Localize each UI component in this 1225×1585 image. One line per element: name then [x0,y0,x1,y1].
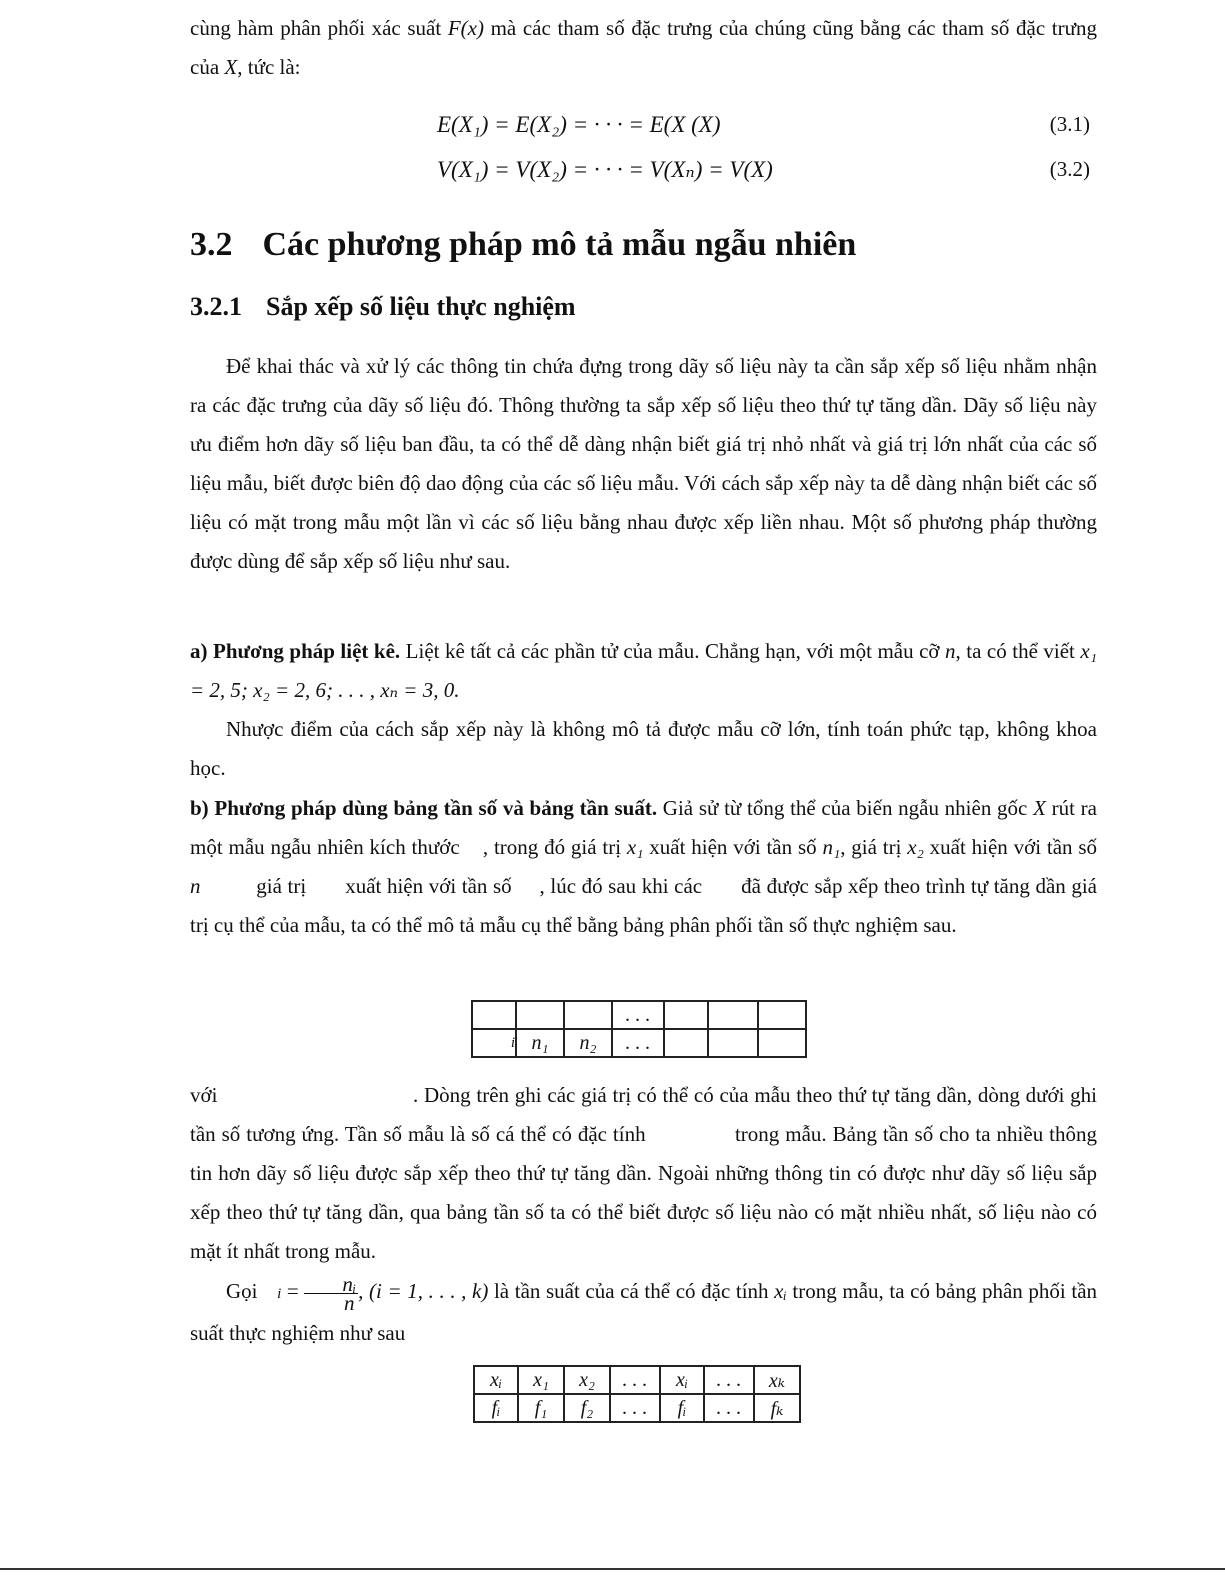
table-cell: i [472,1029,516,1057]
frequency-table [471,1000,807,1058]
table-cell [664,1029,708,1057]
table-cell: fₖ [754,1394,800,1422]
method-a-math-list: x₁ = 2, 5; x₂ = 2, 6; . . . , xₙ = 3, 0. [190,639,1097,702]
table-cell: fᵢ [474,1394,518,1422]
equation-number: (3.2) [1049,157,1090,181]
table-cell: x₁ [518,1366,564,1394]
intro-paragraph [190,9,1097,87]
method-b-text-5: xuất hiện với tần số [923,835,1098,859]
method-b-text-1: Giả sử từ tổng thể của biến ngẫu nhiên gốc [657,796,1034,820]
table-cell: xᵢ [474,1366,518,1394]
intro-math-x: X [224,55,238,79]
method-b-label: b) Phương pháp dùng bảng tần số và bảng tần suất. [190,796,658,820]
equation-number: (3.1) [1049,112,1090,136]
method-b-block [190,789,1103,945]
table-cell: fᵢ [660,1394,704,1422]
method-b-text-6: giá trị xuất hiện với tần số , lúc đó sau khi các đã được sắp xếp theo trình tự tăng dần giá trị cụ thể của mẫu, ta có thể mô tả mẫu cụ thể bằng bảng phân phối tần số thực nghiệm sau. [190,874,1103,937]
intro-text-1: cùng hàm phân phối xác suất [190,16,448,40]
table-cell [758,1029,806,1057]
method-b-math-x1: x₁ [626,835,644,859]
table-cell: n₂ [564,1029,612,1057]
method-a-block [190,632,1097,788]
definition-math-xi: xᵢ [774,1279,787,1303]
table-cell: f₁ [518,1394,564,1422]
table-cell [564,1001,612,1029]
table-cell [708,1001,758,1029]
table-cell: . . . [612,1001,664,1029]
intro-math-fx: F(x) [447,16,484,40]
relative-frequency-definition [190,1272,1097,1353]
explanation-text: . Dòng trên ghi các giá trị có thể có của mẫu theo thứ tự tăng dần, dòng dưới ghi tần số tương ứng. Tần số mẫu là số cá thể có đặc tính trong mẫu. Bảng tần số cho ta nhiều thông tin hơn dãy số liệu được sắp xếp theo thứ tự tăng dần. Ngoài những thông tin có được như dãy số liệu sắp xếp theo thứ tự tăng dần, qua bảng tần số ta có thể biết được số liệu nào có mặt nhiều nhất, số liệu nào có mặt ít nhất trong mẫu. [190,1083,1103,1263]
subsection-title: Sắp xếp số liệu thực nghiệm [266,292,576,321]
definition-equals: = [281,1279,305,1303]
frequency-explanation [190,1076,1103,1271]
method-a-text-2: , ta có thể viết [955,639,1081,663]
bottom-border-line [0,1568,1225,1570]
table-row [472,1001,806,1029]
table-cell: xₖ [754,1366,800,1394]
method-a-math-n: n [945,639,956,663]
section-number: 3.2 [190,226,233,263]
table-row [474,1394,800,1422]
equation-expression: V(X₁) = V(X₂) = · · · = V(Xₙ) = V(X) [437,157,773,182]
table-cell: n₁ [516,1029,564,1057]
paragraph-sorting-intro [190,347,1097,581]
relative-frequency-table [473,1365,801,1423]
definition-text-2: trong mẫu, ta có bảng phân phối tần suất thực nghiệm như sau [190,1279,1098,1345]
paragraph-text: Để khai thác và xử lý các thông tin chứa đựng trong dãy số liệu này ta cần sắp xếp số liệu nhằm nhận ra các đặc trưng của dãy số liệu đó. Thông thường ta sắp xếp số liệu theo thứ tự tăng dần. Dãy số liệu này ưu điểm hơn dãy số liệu ban đầu, ta có thể dễ dàng nhận biết giá trị nhỏ nhất và giá trị lớn nhất của các số liệu mẫu, biết được biên độ dao động của các số liệu mẫu. Với cách sắp xếp này ta dễ dàng nhận biết các số liệu có mặt trong mẫu một lần vì các số liệu bằng nhau được xếp liền nhau. Một số phương pháp thường được dùng để sắp xếp số liệu như sau. [190,354,1097,573]
table-cell [516,1001,564,1029]
method-b-math-n1: n₁ [822,835,841,859]
intro-text-4: , tức là: [237,55,301,79]
method-b-text-3: xuất hiện với tần số [643,835,823,859]
table-cell [664,1001,708,1029]
method-b-text-2: rút ra một mẫu ngẫu nhiên kích thước , trong đó giá trị [190,796,1103,859]
subsection-heading [190,292,576,322]
method-b-math-n: n [190,874,201,898]
intro-text-3: số đặc trưng của [190,16,1097,79]
table-cell: . . . [610,1394,660,1422]
definition-sub-i: i [277,1286,282,1302]
table-cell: f₂ [564,1394,610,1422]
method-b-text-4: , giá trị [840,835,908,859]
section-title: Các phương pháp mô tả mẫu ngẫu nhiên [262,226,857,263]
method-b-math-x: X [1033,796,1046,820]
definition-fraction [304,1271,358,1315]
table-row [472,1029,806,1057]
table-cell [758,1001,806,1029]
table-cell: . . . [610,1366,660,1394]
method-a-text-1: Liệt kê tất cả các phần tử của mẫu. Chẳng hạn, với một mẫu cỡ [400,639,946,663]
table-cell: . . . [704,1366,754,1394]
subsection-number: 3.2.1 [190,292,242,321]
section-heading [190,226,856,264]
method-a-label: a) Phương pháp liệt kê. [190,639,401,663]
table-row [474,1366,800,1394]
table-cell: xᵢ [660,1366,704,1394]
table-cell: . . . [612,1029,664,1057]
definition-text-1: là tần suất của cá thể có đặc tính [488,1279,775,1303]
table-cell [708,1029,758,1057]
definition-lead: Gọi [226,1279,258,1303]
fraction-denominator: n [344,1290,355,1315]
method-a-drawback: Nhược điểm của cách sắp xếp này là không mô tả được mẫu cỡ lớn, tính toán phức tạp, không khoa học. [190,717,1097,780]
fraction-numerator: nᵢ [304,1275,358,1294]
method-b-math-x2: x₂ [907,835,924,859]
equation-expression: E(X₁) = E(X₂) = · · · = E(X (X) [437,112,721,137]
table-cell [472,1001,516,1029]
definition-range: , (i = 1, . . . , k) [358,1279,489,1303]
table-cell: . . . [704,1394,754,1422]
intro-text-2: mà các tham số đặc trưng của chúng cũng bằng các tham [483,16,985,40]
table-cell: x₂ [564,1366,610,1394]
explanation-lead: với [190,1083,218,1107]
